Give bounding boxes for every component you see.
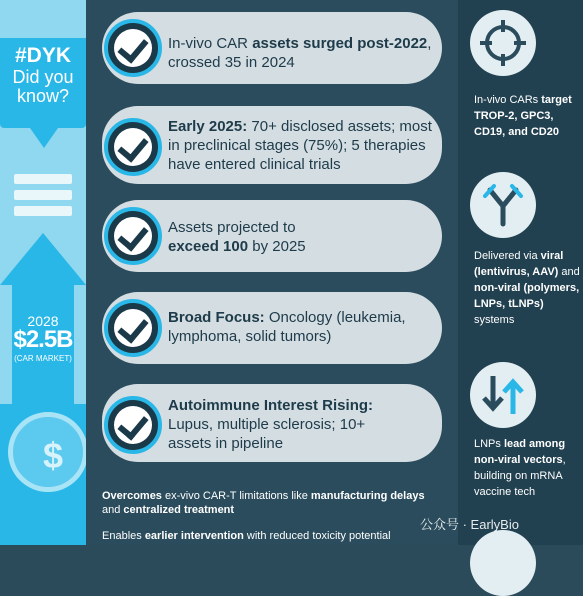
- target-icon: [470, 10, 536, 76]
- check-icon: [104, 396, 162, 454]
- fact-text: Autoimmune Interest Rising: Lupus, multiple sclerosis; 10+ assets in pipeline: [168, 397, 374, 452]
- partial-icon: [470, 530, 536, 596]
- decor-bar: [14, 190, 72, 200]
- benefit-text: Overcomes ex-vivo CAR-T limitations like manufacturing delays and centralized treatment: [102, 490, 425, 516]
- lnp-text: LNPs lead among non-viral vectors, building on mRNA vaccine tech: [474, 438, 566, 498]
- fact-text: Broad Focus: Oncology (leukemia, lymphoma, solid tumors): [168, 309, 406, 345]
- dollar-coin-icon: [8, 412, 86, 492]
- check-icon: [104, 19, 162, 77]
- fact-card: [102, 384, 442, 462]
- fact-card: [102, 106, 442, 184]
- fact-text: Early 2025: 70+ disclosed assets; most in preclinical stages (75%); 5 therapies have entered clinical trials: [168, 118, 432, 173]
- target-text: In-vivo CARs target TROP-2, GPC3, CD19, and CD20: [474, 94, 572, 138]
- fact-text: In-vivo CAR assets surged post-2022, crossed 35 in 2024: [168, 35, 432, 71]
- info-column: [458, 0, 583, 545]
- fact-card: [102, 292, 442, 364]
- watermark: 公众号 · EarlyBio: [420, 517, 519, 532]
- decor-bar: [14, 206, 72, 216]
- facts-column: [86, 0, 458, 545]
- dollar-symbol: $: [42, 435, 64, 476]
- decor-bar: [14, 174, 72, 184]
- dyk-title: #DYK: [14, 44, 72, 67]
- delivery-text: Delivered via viral (lentivirus, AAV) and non-viral (polymers, LNPs, tLNPs) systems: [474, 250, 580, 326]
- up-down-arrows-icon: [470, 362, 536, 428]
- market-note: (CAR MARKET): [14, 354, 72, 363]
- market-value: $2.5B: [13, 326, 73, 353]
- fact-text: Assets projected to exceed 100 by 2025: [168, 219, 306, 255]
- benefit-text: Enables earlier intervention with reduced toxicity potential: [102, 530, 391, 542]
- dyk-bubble-tail: [30, 128, 58, 148]
- growth-arrow-icon: [0, 233, 86, 285]
- market-year: 2028: [27, 313, 59, 329]
- left-column: [0, 0, 86, 545]
- check-icon: [104, 207, 162, 265]
- coin-area: [0, 404, 86, 545]
- dyk-subtitle: Did you know?: [12, 67, 74, 106]
- check-icon: [104, 118, 162, 176]
- check-icon: [104, 299, 162, 357]
- fact-card: [102, 12, 442, 84]
- antibody-icon: [470, 172, 536, 238]
- fact-card: [102, 200, 442, 272]
